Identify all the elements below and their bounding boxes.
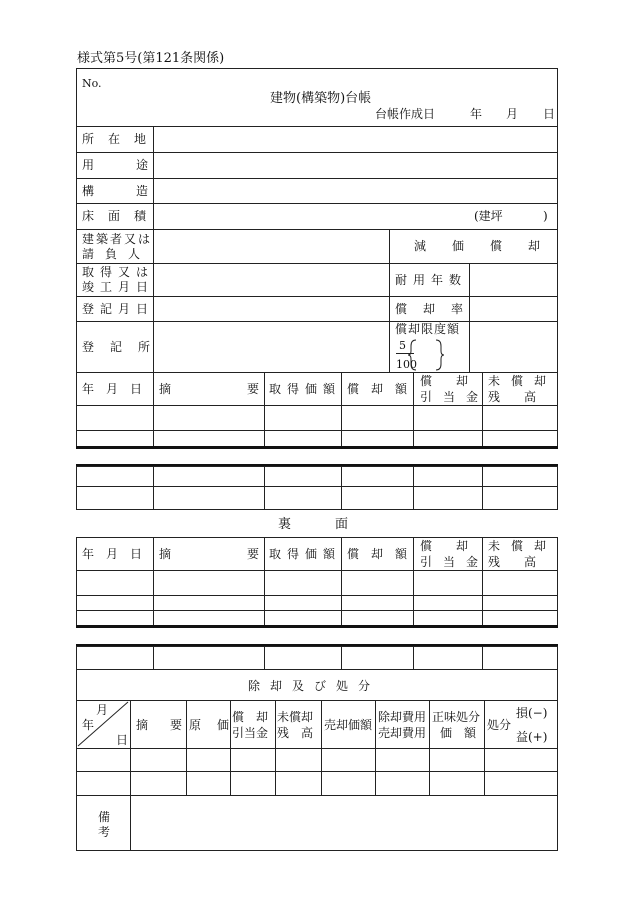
disposal-net-1: 正味処分 xyxy=(432,710,481,724)
fraction-denominator: 100 xyxy=(396,358,417,371)
disposal-gain: 益(+) xyxy=(516,730,548,744)
back-col-dep-alloc-2: 引当金 xyxy=(420,555,490,569)
tsubo-label: (建坪 xyxy=(474,209,503,223)
col-date: 年 月 日 xyxy=(82,382,143,396)
back-col-unamort-1: 未償却 xyxy=(488,539,558,553)
tsubo-close: ) xyxy=(543,209,548,223)
col-summary-b: 要 xyxy=(247,382,260,396)
remarks-label-1: 備 xyxy=(98,810,111,824)
disposal-alloc-1: 償 却 xyxy=(232,710,269,724)
disposal-day: 日 xyxy=(116,733,129,747)
acquired-label-2: 竣工月日 xyxy=(82,280,155,294)
col-dep-amount: 償却額 xyxy=(347,382,420,396)
disposal-summary-a: 摘 xyxy=(136,718,149,732)
form-code: 様式第5号(第121条関係) xyxy=(77,51,225,66)
col-dep-alloc-1: 償 却 xyxy=(420,374,469,388)
col-dep-alloc-2: 引当金 xyxy=(420,390,490,404)
disposal-disposal: 処分 xyxy=(487,718,512,732)
fraction-numerator: 5 xyxy=(399,339,406,352)
created-date-label: 台帳作成日 xyxy=(375,107,436,121)
location-label: 所在地 xyxy=(82,132,161,146)
created-day-label: 日 xyxy=(543,107,556,121)
document-title: 建物(構築物)台帳 xyxy=(270,91,372,106)
useful-life-label: 耐用年数 xyxy=(395,273,468,287)
disposal-unamort-2: 残 高 xyxy=(277,726,314,740)
col-acq-value: 取得価額 xyxy=(269,382,342,396)
disposal-cost-1: 除却費用 xyxy=(378,710,427,724)
disposal-unamort-1: 未償却 xyxy=(277,710,314,724)
registered-date-label: 登記月日 xyxy=(82,302,155,316)
builder-label-2: 請負人 xyxy=(82,247,152,261)
structure-label: 構造 xyxy=(82,184,191,198)
back-title: 裏 面 xyxy=(278,517,355,532)
use-label: 用途 xyxy=(82,158,191,172)
back-col-summary-b: 要 xyxy=(247,547,260,561)
disposal-original-a: 原 xyxy=(189,718,202,732)
back-col-summary-a: 摘 xyxy=(159,547,172,561)
back-col-unamort-2: 残 高 xyxy=(488,555,537,569)
disposal-month: 月 xyxy=(96,703,109,717)
disposal-net-2: 価 額 xyxy=(440,726,477,740)
disposal-alloc-2: 引当金 xyxy=(232,726,269,740)
floor-area-label: 床面積 xyxy=(82,209,161,223)
limit-label: 償却限度額 xyxy=(395,322,461,336)
number-label: No. xyxy=(82,77,102,90)
disposal-summary-b: 要 xyxy=(170,718,183,732)
created-year-label: 年 xyxy=(470,107,483,121)
disposal-header: 除却及び処分 xyxy=(248,679,381,693)
back-col-dep-alloc-1: 償 却 xyxy=(420,539,469,553)
bracket-box xyxy=(408,338,444,372)
disposal-original-b: 価 xyxy=(217,718,230,732)
back-col-acq-value: 取得価額 xyxy=(269,547,342,561)
disposal-year: 年 xyxy=(82,718,95,732)
created-month-label: 月 xyxy=(506,107,519,121)
registry-label: 登記所 xyxy=(82,340,167,354)
rate-label: 償却率 xyxy=(395,302,480,316)
col-unamort-2: 残 高 xyxy=(488,390,537,404)
remarks-label-2: 考 xyxy=(98,825,111,839)
disposal-loss: 損(−) xyxy=(516,706,548,720)
acquired-label-1: 取得又は xyxy=(82,265,155,279)
col-unamort-1: 未償却 xyxy=(488,374,558,388)
back-col-date: 年 月 日 xyxy=(82,547,143,561)
front-continuation xyxy=(76,466,558,510)
disposal-sale: 売却価額 xyxy=(324,718,373,732)
depreciation-header: 減価償却 xyxy=(414,239,567,253)
back-col-dep-amount: 償却額 xyxy=(347,547,420,561)
col-summary-a: 摘 xyxy=(159,382,172,396)
builder-label-1: 建築者又は xyxy=(82,232,153,246)
disposal-cost-2: 売却費用 xyxy=(378,726,427,740)
